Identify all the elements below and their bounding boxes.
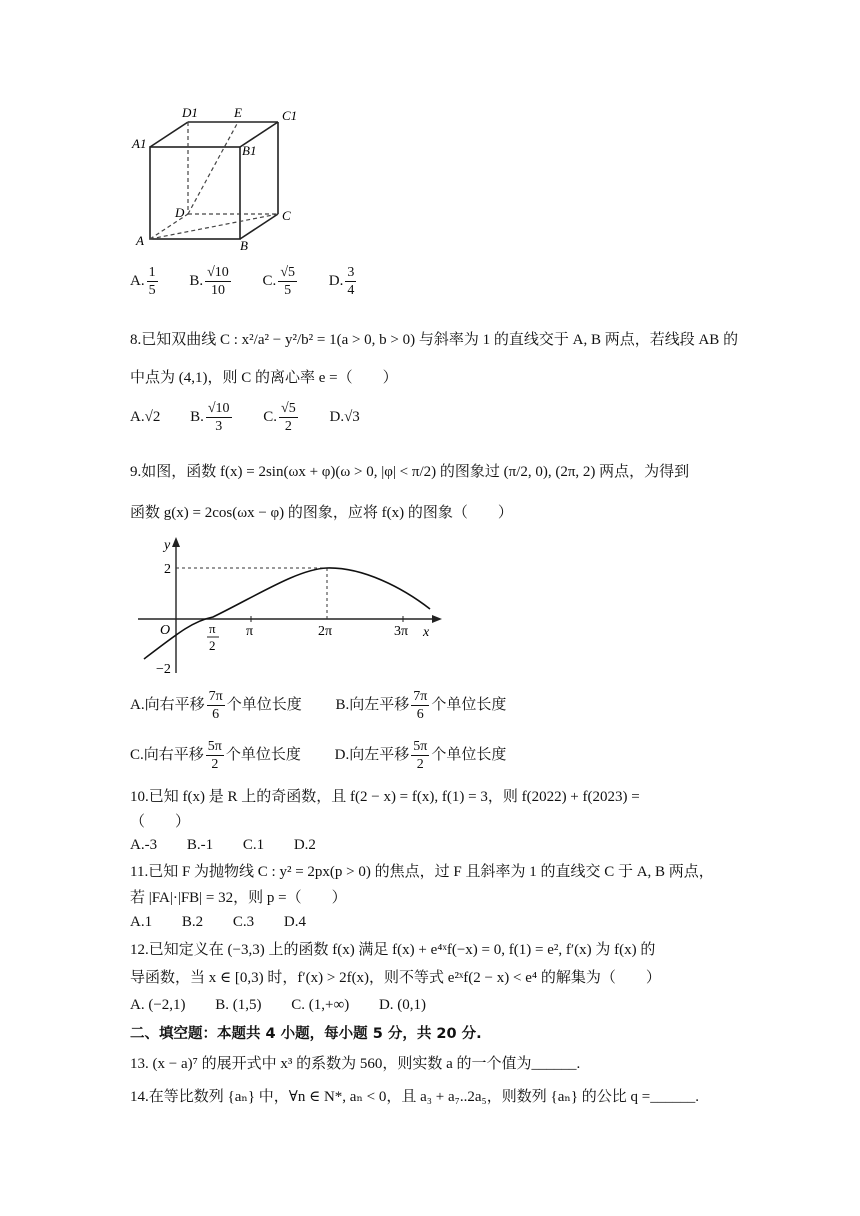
q9-tick-y-neg2: −2 xyxy=(156,662,171,677)
cube-label-e: E xyxy=(234,105,242,120)
q9-axis-x-label: x xyxy=(423,625,430,640)
cube-label-c1: C1 xyxy=(282,108,298,123)
q10-option-b[interactable]: B.-1 xyxy=(186,837,214,854)
q10-stem-line2: （ ） xyxy=(130,814,191,830)
q9-tick-pi: π xyxy=(246,624,254,639)
q14-stem: 14.在等比数列 {aₙ} 中，∀n ∈ N*, aₙ < 0，且 a₃ + a₇..2a₅，则数列 {aₙ} 的公比 q =______. xyxy=(130,1089,700,1105)
cube-label-b1: B1 xyxy=(242,143,257,158)
q9-option-d[interactable]: D.向左平移 $\frac{5\pi}{2}$ 个单位长度 xyxy=(334,739,507,772)
q12-option-c[interactable]: C. (1,+∞) xyxy=(291,997,350,1014)
q9-tick-half-pi-den: 2 xyxy=(209,638,216,653)
q11-option-d[interactable]: D.4 xyxy=(283,914,306,931)
cube-label-b: B xyxy=(240,238,248,253)
q10-option-a[interactable]: A.-3 xyxy=(130,837,158,854)
q11-options xyxy=(130,914,332,931)
q9-option-a[interactable]: A.向右平移 $\frac{7\pi}{6}$ 个单位长度 xyxy=(130,689,302,722)
cube-label-a1: A1 xyxy=(132,136,147,151)
q9-options-row2 xyxy=(130,738,532,773)
q9-origin-label: O xyxy=(160,623,171,638)
q11-option-c[interactable]: C.3 xyxy=(232,914,255,931)
cube-label-a: A xyxy=(136,233,144,248)
q12-option-d[interactable]: D. (0,1) xyxy=(378,997,427,1014)
section2-heading: 二、填空题：本题共 4 小题，每小题 5 分，共 20 分. xyxy=(130,1026,482,1042)
q11-stem-line1: 11.已知 F 为抛物线 C : y² = 2px(p > 0) 的焦点，过 F 且斜率为 1 的直线交 C 于 A, B 两点， xyxy=(130,864,714,880)
q9-tick-3pi: 3π xyxy=(394,624,409,639)
q10-option-c[interactable]: C.1 xyxy=(242,837,265,854)
q12-stem-line2: 导函数，当 x ∈ [0,3) 时，f′(x) > 2f(x)，则不等式 e²ˣf(2 − x) < e⁴ 的解集为（ ） xyxy=(130,970,661,986)
q8-stem-line2: 中点为 (4,1)，则 C 的离心率 e =（ ） xyxy=(130,370,398,386)
q11-option-b[interactable]: B.2 xyxy=(181,914,204,931)
q9-tick-y-2: 2 xyxy=(164,562,171,577)
q13-stem: 13. (x − a)⁷ 的展开式中 x³ 的系数为 560，则实数 a 的一个值为______. xyxy=(130,1056,581,1072)
q7-options xyxy=(130,264,384,299)
q12-stem-line1: 12.已知定义在 (−3,3) 上的函数 f(x) 满足 f(x) + e⁴ˣf(−x) = 0, f(1) = e², f′(x) 为 f(x) 的 xyxy=(130,942,656,958)
q9-stem-line1: 9.如图，函数 f(x) = 2sin(ωx + φ)(ω > 0, |φ| < π/2) 的图象过 (π/2, 0), (2π, 2) 两点，为得到 xyxy=(130,464,690,480)
q8-option-b[interactable]: B. $\frac{√10}{3}$ xyxy=(190,401,230,434)
q8-option-a[interactable]: A.√2 xyxy=(130,409,161,425)
cube-figure xyxy=(128,100,308,255)
q10-stem-line1: 10.已知 f(x) 是 R 上的奇函数，且 f(2 − x) = f(x), f(1) = 3，则 f(2022) + f(2023) = xyxy=(130,789,640,805)
q8-stem-line1: 8.已知双曲线 C : x²/a² − y²/b² = 1(a > 0, b > 0) 与斜率为 1 的直线交于 A, B 两点，若线段 AB 的 xyxy=(130,332,739,348)
q9-sine-graph xyxy=(138,533,448,678)
q10-option-d[interactable]: D.2 xyxy=(293,837,316,854)
q9-curve xyxy=(144,568,430,659)
q8-options xyxy=(130,400,386,435)
q12-option-b[interactable]: B. (1,5) xyxy=(215,997,262,1014)
q9-tick-half-pi-num: π xyxy=(209,621,216,636)
q12-options xyxy=(130,997,452,1014)
cube-label-d: D xyxy=(175,205,185,220)
q9-tick-2pi: 2π xyxy=(318,624,333,639)
q9-axis-y-label: y xyxy=(164,538,171,553)
cube-label-d1: D1 xyxy=(182,105,198,120)
q11-stem-line2: 若 |FA|·|FB| = 32，则 p =（ ） xyxy=(130,890,347,906)
q7-option-a[interactable]: A. $\frac{1}{5}$ xyxy=(130,265,156,298)
q9-options-row1 xyxy=(130,688,532,723)
q8-option-d[interactable]: D.√3 xyxy=(329,409,360,425)
q12-option-a[interactable]: A. (−2,1) xyxy=(130,997,186,1014)
q9-option-b[interactable]: B.向左平移 $\frac{7\pi}{6}$ 个单位长度 xyxy=(335,689,507,722)
q7-option-b[interactable]: B. $\frac{√10}{10}$ xyxy=(189,265,229,298)
q10-options xyxy=(130,837,342,854)
q9-stem-line2: 函数 g(x) = 2cos(ωx − φ) 的图象，应将 f(x) 的图象（ ） xyxy=(130,505,513,521)
q11-option-a[interactable]: A.1 xyxy=(130,914,153,931)
q7-option-c[interactable]: C. $\frac{√5}{5}$ xyxy=(262,265,295,298)
q8-option-c[interactable]: C. $\frac{√5}{2}$ xyxy=(263,401,296,434)
q9-option-c[interactable]: C.向右平移 $\frac{5\pi}{2}$ 个单位长度 xyxy=(130,739,301,772)
q7-option-d[interactable]: D. $\frac{3}{4}$ xyxy=(328,265,355,298)
cube-label-c: C xyxy=(282,208,291,223)
